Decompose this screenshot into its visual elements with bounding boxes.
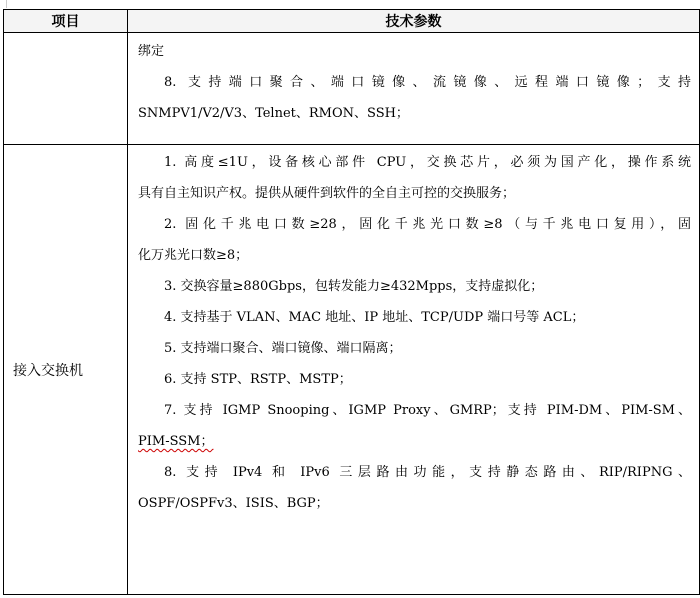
param-line xyxy=(138,426,691,457)
param-line: 化万兆光口数≥8； xyxy=(138,248,249,263)
param-line: 7. 支持 IGMP Snooping、IGMP Proxy、GMRP；支持 PIM-DM、PIM-SM、 xyxy=(164,403,691,418)
param-line: 5. 支持端口聚合、端口镜像、端口隔离； xyxy=(164,341,402,356)
param-line: 3. 交换容量≥880Gbps，包转发能力≥432Mpps，支持虚拟化； xyxy=(164,279,544,294)
table-header-row xyxy=(4,10,700,33)
params-cell xyxy=(128,33,700,145)
param-line: 2. 固化千兆电口数≥28，固化千兆光口数≥8（与千兆电口复用），固 xyxy=(164,217,691,232)
header-item: 项目 xyxy=(4,10,128,33)
param-line: SNMPV1/V2/V3、Telnet、RMON、SSH； xyxy=(138,106,409,121)
header-params: 技术参数 xyxy=(128,10,700,33)
spellcheck-underlined-text: PIM-SSM； xyxy=(138,434,214,449)
param-line: 4. 支持基于 VLAN、MAC 地址、IP 地址、TCP/UDP 端口号等 ACL； xyxy=(164,310,585,325)
param-line: 具有自主知识产权。提供从硬件到软件的全自主可控的交换服务； xyxy=(138,186,516,201)
param-line: 8. 支持端口聚合、端口镜像、流镜像、远程端口镜像；支持 xyxy=(164,75,691,90)
param-line: 8. 支持 IPv4 和 IPv6 三层路由功能，支持静态路由、RIP/RIPNG、 xyxy=(164,465,691,480)
param-line: OSPF/OSPFv3、ISIS、BGP； xyxy=(138,496,329,511)
param-line: 绑定 xyxy=(138,44,165,59)
item-cell xyxy=(4,33,128,145)
param-line: 1. 高度≤1U，设备核心部件 CPU，交换芯片，必须为国产化，操作系统 xyxy=(164,155,691,170)
table-row xyxy=(4,33,700,145)
tech-spec-table xyxy=(3,9,700,595)
params-cell xyxy=(128,145,700,595)
page-corner-mark xyxy=(6,0,7,8)
item-cell: 接入交换机 xyxy=(4,145,128,595)
param-line: 6. 支持 STP、RSTP、MSTP； xyxy=(164,372,352,387)
table-row xyxy=(4,145,700,595)
